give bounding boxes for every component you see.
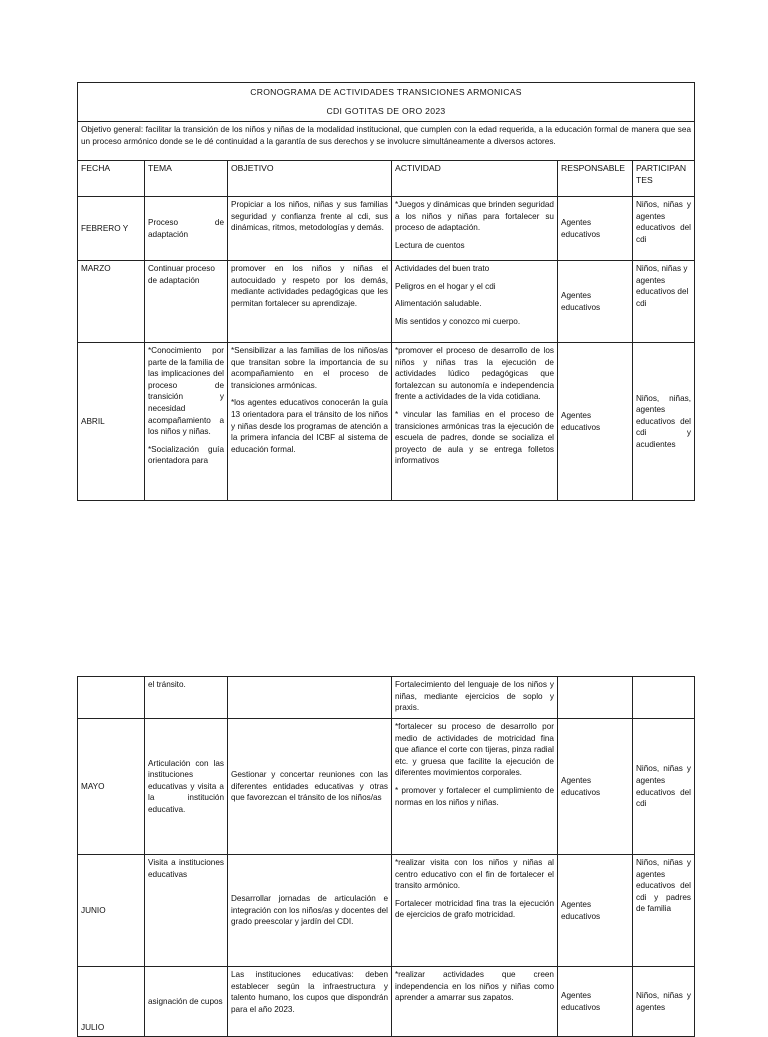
- document-subtitle: CDI GOTITAS DE ORO 2023: [326, 106, 446, 116]
- tema-cell: Visita a instituciones educativas: [145, 855, 228, 967]
- header-tema: TEMA: [145, 161, 228, 197]
- actividad-item: *fortalecer su proceso de desarrollo por medio de actividades de motricidad fina que afiance el corte con tijeras, pinza radial etc. y gruesa que facilite la ejecución de diferentes movimientos corporales.: [395, 722, 554, 778]
- header-fecha: FECHA: [78, 161, 145, 197]
- responsable-cell: Agentes educativos: [558, 967, 633, 1037]
- objetivo-item: *los agentes educativos conocerán la guía 13 orientadora para el tránsito de los niños y niñas desde los programas de atención a la primera infancia del ICBF al sistema de educación formal.: [231, 398, 388, 454]
- actividad-item: *promover el proceso de desarrollo de los niños y niñas tras la ejecución de actividades lúdico pedagógicas que fortalezcan su autonomía e independencia frente a actividades de la vida cotidiana.: [395, 346, 554, 402]
- tema-cell: Articulación con las instituciones educativas y visita a la institución educativa.: [145, 719, 228, 855]
- fecha-cell: FEBRERO Y: [78, 197, 145, 261]
- participantes-cell: Niños, niñas, agentes educativos del cdi y acudientes: [633, 343, 695, 501]
- fecha-cell: JUNIO: [78, 855, 145, 967]
- row-abril: [78, 343, 695, 501]
- fecha-cell: JULIO: [78, 967, 145, 1037]
- responsable-cell: Agentes educativos: [558, 343, 633, 501]
- row-julio: [78, 967, 695, 1037]
- participantes-cell: Niños, niñas y agentes educativos del cdi y padres de familia: [633, 855, 695, 967]
- actividad-cell: [392, 343, 558, 501]
- actividad-item: Actividades del buen trato: [395, 264, 490, 273]
- document-title-cell: [78, 83, 695, 122]
- tema-item: *Socialización guía orientadora para: [148, 444, 224, 466]
- objetivo-cell: [228, 343, 392, 501]
- fecha-cell: MAYO: [78, 719, 145, 855]
- fecha-cell: [78, 677, 145, 719]
- document-title: CRONOGRAMA DE ACTIVIDADES TRANSICIONES ARMONICAS: [250, 87, 522, 97]
- objetivo-cell: Desarrollar jornadas de articulación e integración con los niños/as y docentes del grado preescolar y jardín del CDI.: [228, 855, 392, 967]
- actividad-cell: Fortalecimiento del lenguaje de los niños y niñas, mediante ejercicios de soplo y praxis.: [392, 677, 558, 719]
- actividad-cell: [392, 261, 558, 343]
- row-febrero: [78, 197, 695, 261]
- participantes-cell: Niños, niñas y agentes educativos del cdi: [633, 719, 695, 855]
- tema-cell: asignación de cupos: [145, 967, 228, 1037]
- actividad-item: Fortalecer motricidad fina tras la ejecución de ejercicios de grafo motricidad.: [395, 898, 554, 920]
- actividad-cell: *realizar actividades que creen independencia en los niños y niñas como aprender a amarrar sus zapatos.: [392, 967, 558, 1037]
- actividad-item: * vincular las familias en el proceso de transiciones armónicas tras la ejecución de escuela de padres, donde se socializa el proyecto de aula y se entrega folletos informativos: [395, 409, 554, 466]
- actividad-item: Lectura de cuentos: [395, 240, 465, 250]
- objetivo-cell: [228, 677, 392, 719]
- actividad-item: Peligros en el hogar y el cdi: [395, 281, 496, 291]
- general-objective: Objetivo general: facilitar la transición de los niños y niñas de la modalidad institucional, que cumplen con la edad requerida, a la educación formal de manera que sea un proceso armónico donde se le dé continuidad a la garantía de sus derechos y se involucre simultáneamente a diversos actores.: [78, 122, 695, 161]
- objetivo-cell: Gestionar y concertar reuniones con las diferentes entidades educativas y otras que favorezcan el tránsito de los niños/as: [228, 719, 392, 855]
- responsable-cell: Agentes educativos: [558, 719, 633, 855]
- participantes-cell: Niños, niñas y agentes educativos del cdi: [633, 197, 695, 261]
- actividad-item: *Juegos y dinámicas que brinden seguridad a los niños y niñas para fortalecer su proceso de adaptación.: [395, 200, 554, 233]
- objetivo-cell: promover en los niños y niñas el autocuidado y respeto por los demás, mediante actividades pedagógicas que les permitan fortalecer su aprendizaje.: [228, 261, 392, 343]
- schedule-table-page-1: [77, 82, 695, 501]
- header-participantes: PARTICIPANTES: [633, 161, 695, 197]
- actividad-item: *realizar visita con los niños y niñas al centro educativo con el fin de fortalecer el transito armónico.: [395, 858, 554, 891]
- actividad-cell: [392, 719, 558, 855]
- row-marzo: [78, 261, 695, 343]
- fecha-cell: MARZO: [78, 261, 145, 343]
- header-responsable: RESPONSABLE: [558, 161, 633, 197]
- actividad-cell: [392, 197, 558, 261]
- row-junio: [78, 855, 695, 967]
- participantes-cell: Niños, niñas y agentes educativos del cdi: [633, 261, 695, 343]
- objetivo-item: *Sensibilizar a las familias de los niños/as que transitan sobre la importancia de su acompañamiento en el proceso de transiciones armónicas.: [231, 346, 388, 390]
- row-continuacion: [78, 677, 695, 719]
- responsable-cell: Agentes educativos: [558, 261, 633, 343]
- participantes-cell: Niños, niñas y agentes: [633, 967, 695, 1037]
- actividad-item: Alimentación saludable.: [395, 299, 482, 309]
- row-mayo: [78, 719, 695, 855]
- objetivo-cell: Las instituciones educativas: deben establecer según la infraestructura y talento humano, los cupos que dispondrán para el año 2023.: [228, 967, 392, 1037]
- tema-cell: [145, 343, 228, 501]
- actividad-item: * promover y fortalecer el cumplimiento de normas en los niños y niñas.: [395, 785, 554, 807]
- fecha-cell: ABRIL: [78, 343, 145, 501]
- tema-cell: Proceso de adaptación: [145, 197, 228, 261]
- actividad-item: Mis sentidos y conozco mi cuerpo.: [395, 316, 521, 326]
- schedule-table-page-2: [77, 676, 695, 1037]
- header-actividad: ACTIVIDAD: [392, 161, 558, 197]
- responsable-cell: Agentes educativos: [558, 197, 633, 261]
- responsable-cell: [558, 677, 633, 719]
- objetivo-cell: Propiciar a los niños, niñas y sus familias seguridad y confianza frente al cdi, sus dinámicas, ritmos, metodologías y demás.: [228, 197, 392, 261]
- tema-cell: el tránsito.: [145, 677, 228, 719]
- responsable-cell: Agentes educativos: [558, 855, 633, 967]
- actividad-cell: [392, 855, 558, 967]
- header-objetivo: OBJETIVO: [228, 161, 392, 197]
- tema-cell: Continuar proceso de adaptación: [145, 261, 228, 343]
- tema-item: *Conocimiento por parte de la familia de las implicaciones del proceso de transición y necesidad acompañamiento a los niños y niñas.: [148, 346, 225, 437]
- participantes-cell: [633, 677, 695, 719]
